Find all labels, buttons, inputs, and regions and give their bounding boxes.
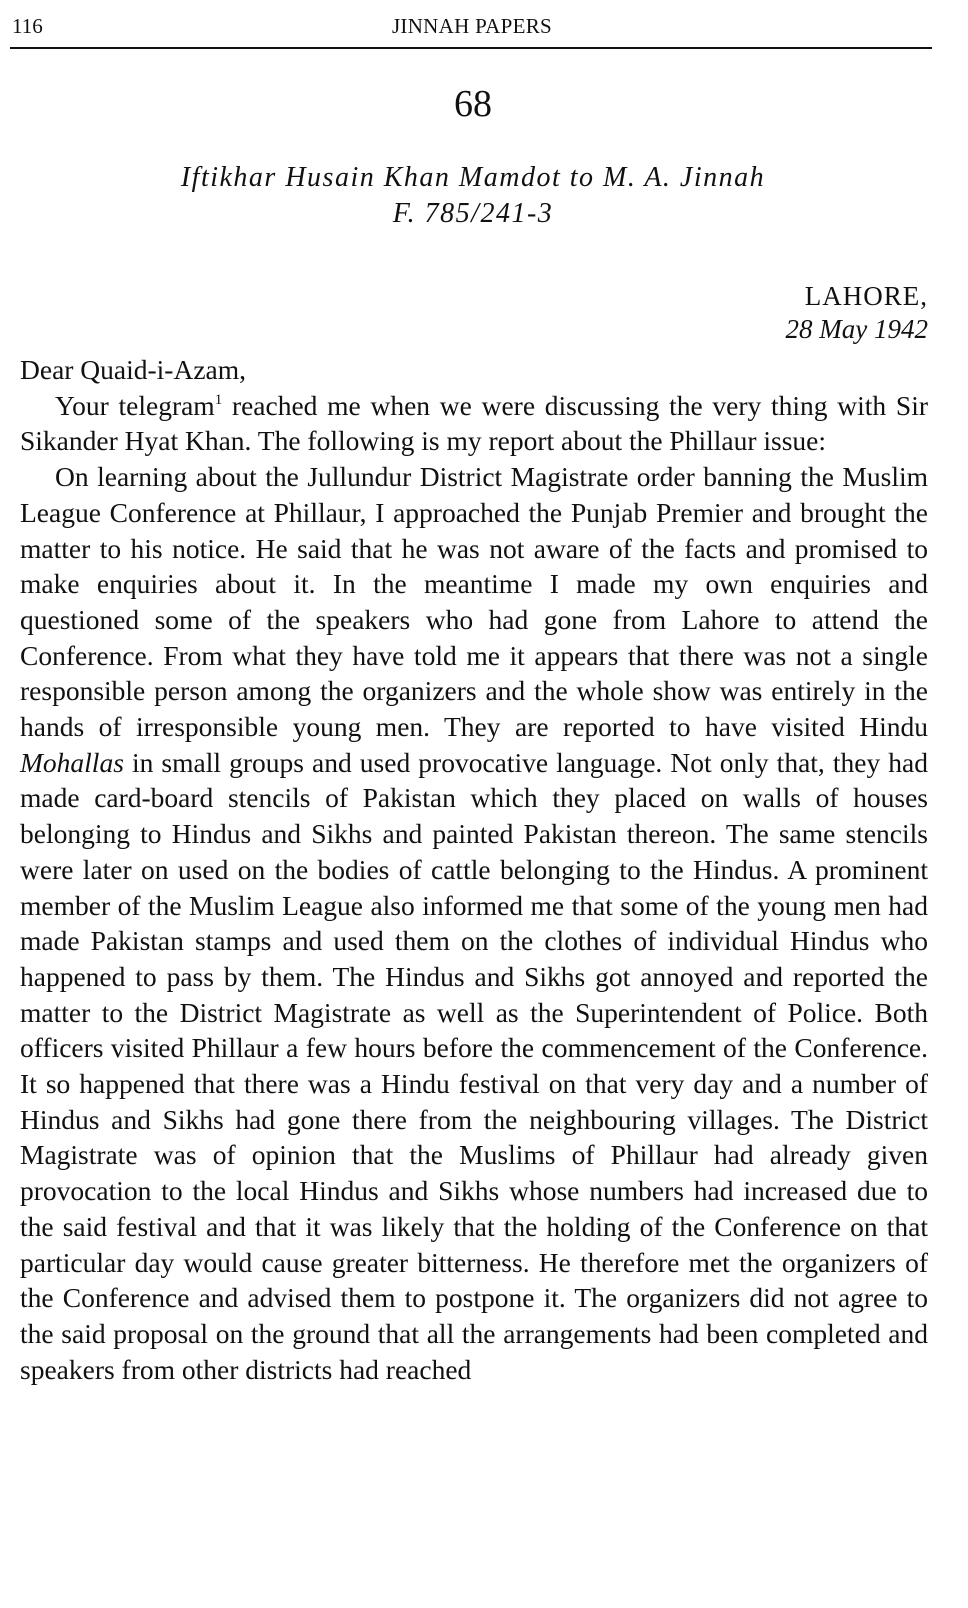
running-title: JINNAH PAPERS bbox=[391, 14, 553, 38]
running-head bbox=[12, 12, 932, 40]
title-line-correspondents: Iftikhar Husain Khan Mamdot to M. A. Jinnah bbox=[180, 162, 766, 193]
paragraph-2-text-start: On learning about the Jullundur District Magistrate order banning the Muslim League Conference at Phillaur, I approached the Punjab Premier and brought the matter to his notice. He said that he was not aware of the facts and promised to make enquiries about it. In the meantime I made my own enquiries and questioned some of the speakers who had gone from Lahore to attend the Conference. From what they have told me it appears that there was not a single responsible person among the organizers and the whole show was entirely in the hands of irresponsible young men. They are reported to have visited Hindu bbox=[20, 461, 928, 743]
title-line-file-reference: F. 785/241-3 bbox=[392, 198, 554, 229]
paragraph-1-text-start: Your telegram bbox=[55, 389, 215, 421]
italic-term-mohallas: Mohallas bbox=[20, 746, 124, 778]
document-number: 68 bbox=[454, 83, 492, 125]
footnote-reference[interactable]: 1 bbox=[214, 391, 223, 408]
dateline-date: 28 May 1942 bbox=[785, 314, 928, 344]
paragraph-2 bbox=[20, 459, 928, 1387]
document-title bbox=[0, 160, 946, 232]
dateline bbox=[786, 280, 928, 346]
salutation: Dear Quaid-i-Azam, bbox=[20, 354, 247, 385]
paragraph-1-text-end: reached me when we were discussing the very thing with Sir Sikander Hyat Khan. The following is my report about the Phillaur issue: bbox=[20, 389, 928, 457]
paragraph-2-text-end: in small groups and used provocative language. Not only that, they had made card-board stencils of Pakistan which they placed on walls of houses belonging to Hindus and Sikhs and painted Pakistan thereon. The same stencils were later on used on the bodies of cattle belonging to the Hindus. A prominent member of the Muslim League also informed me that some of the young men had made Pakistan stamps and used them on the clothes of individual Hindus who happened to pass by them. The Hindus and Sikhs got annoyed and reported the matter to the District Magistrate as well as the Superintendent of Police. Both officers visited Phillaur a few hours before the commencement of the Conference. It so happened that there was a Hindu festival on that very day and a number of Hindus and Sikhs had gone there from the neighbouring villages. The District Magistrate was of opinion that the Muslims of Phillaur had already given provocation to the local Hindus and Sikhs whose numbers had increased due to the said festival and that it was likely that the holding of the Conference on that particular day would cause greater bitterness. He therefore met the organizers of the Conference and advised them to postpone it. The organizers did not agree to the said proposal on the ground that all the arrangements had been completed and speakers from other districts had reached bbox=[20, 746, 928, 1385]
paragraph-1 bbox=[20, 388, 928, 459]
page-number: 116 bbox=[12, 14, 43, 38]
letter-body bbox=[20, 352, 928, 1387]
header-rule bbox=[10, 47, 932, 49]
dateline-place: LAHORE, bbox=[804, 281, 928, 311]
